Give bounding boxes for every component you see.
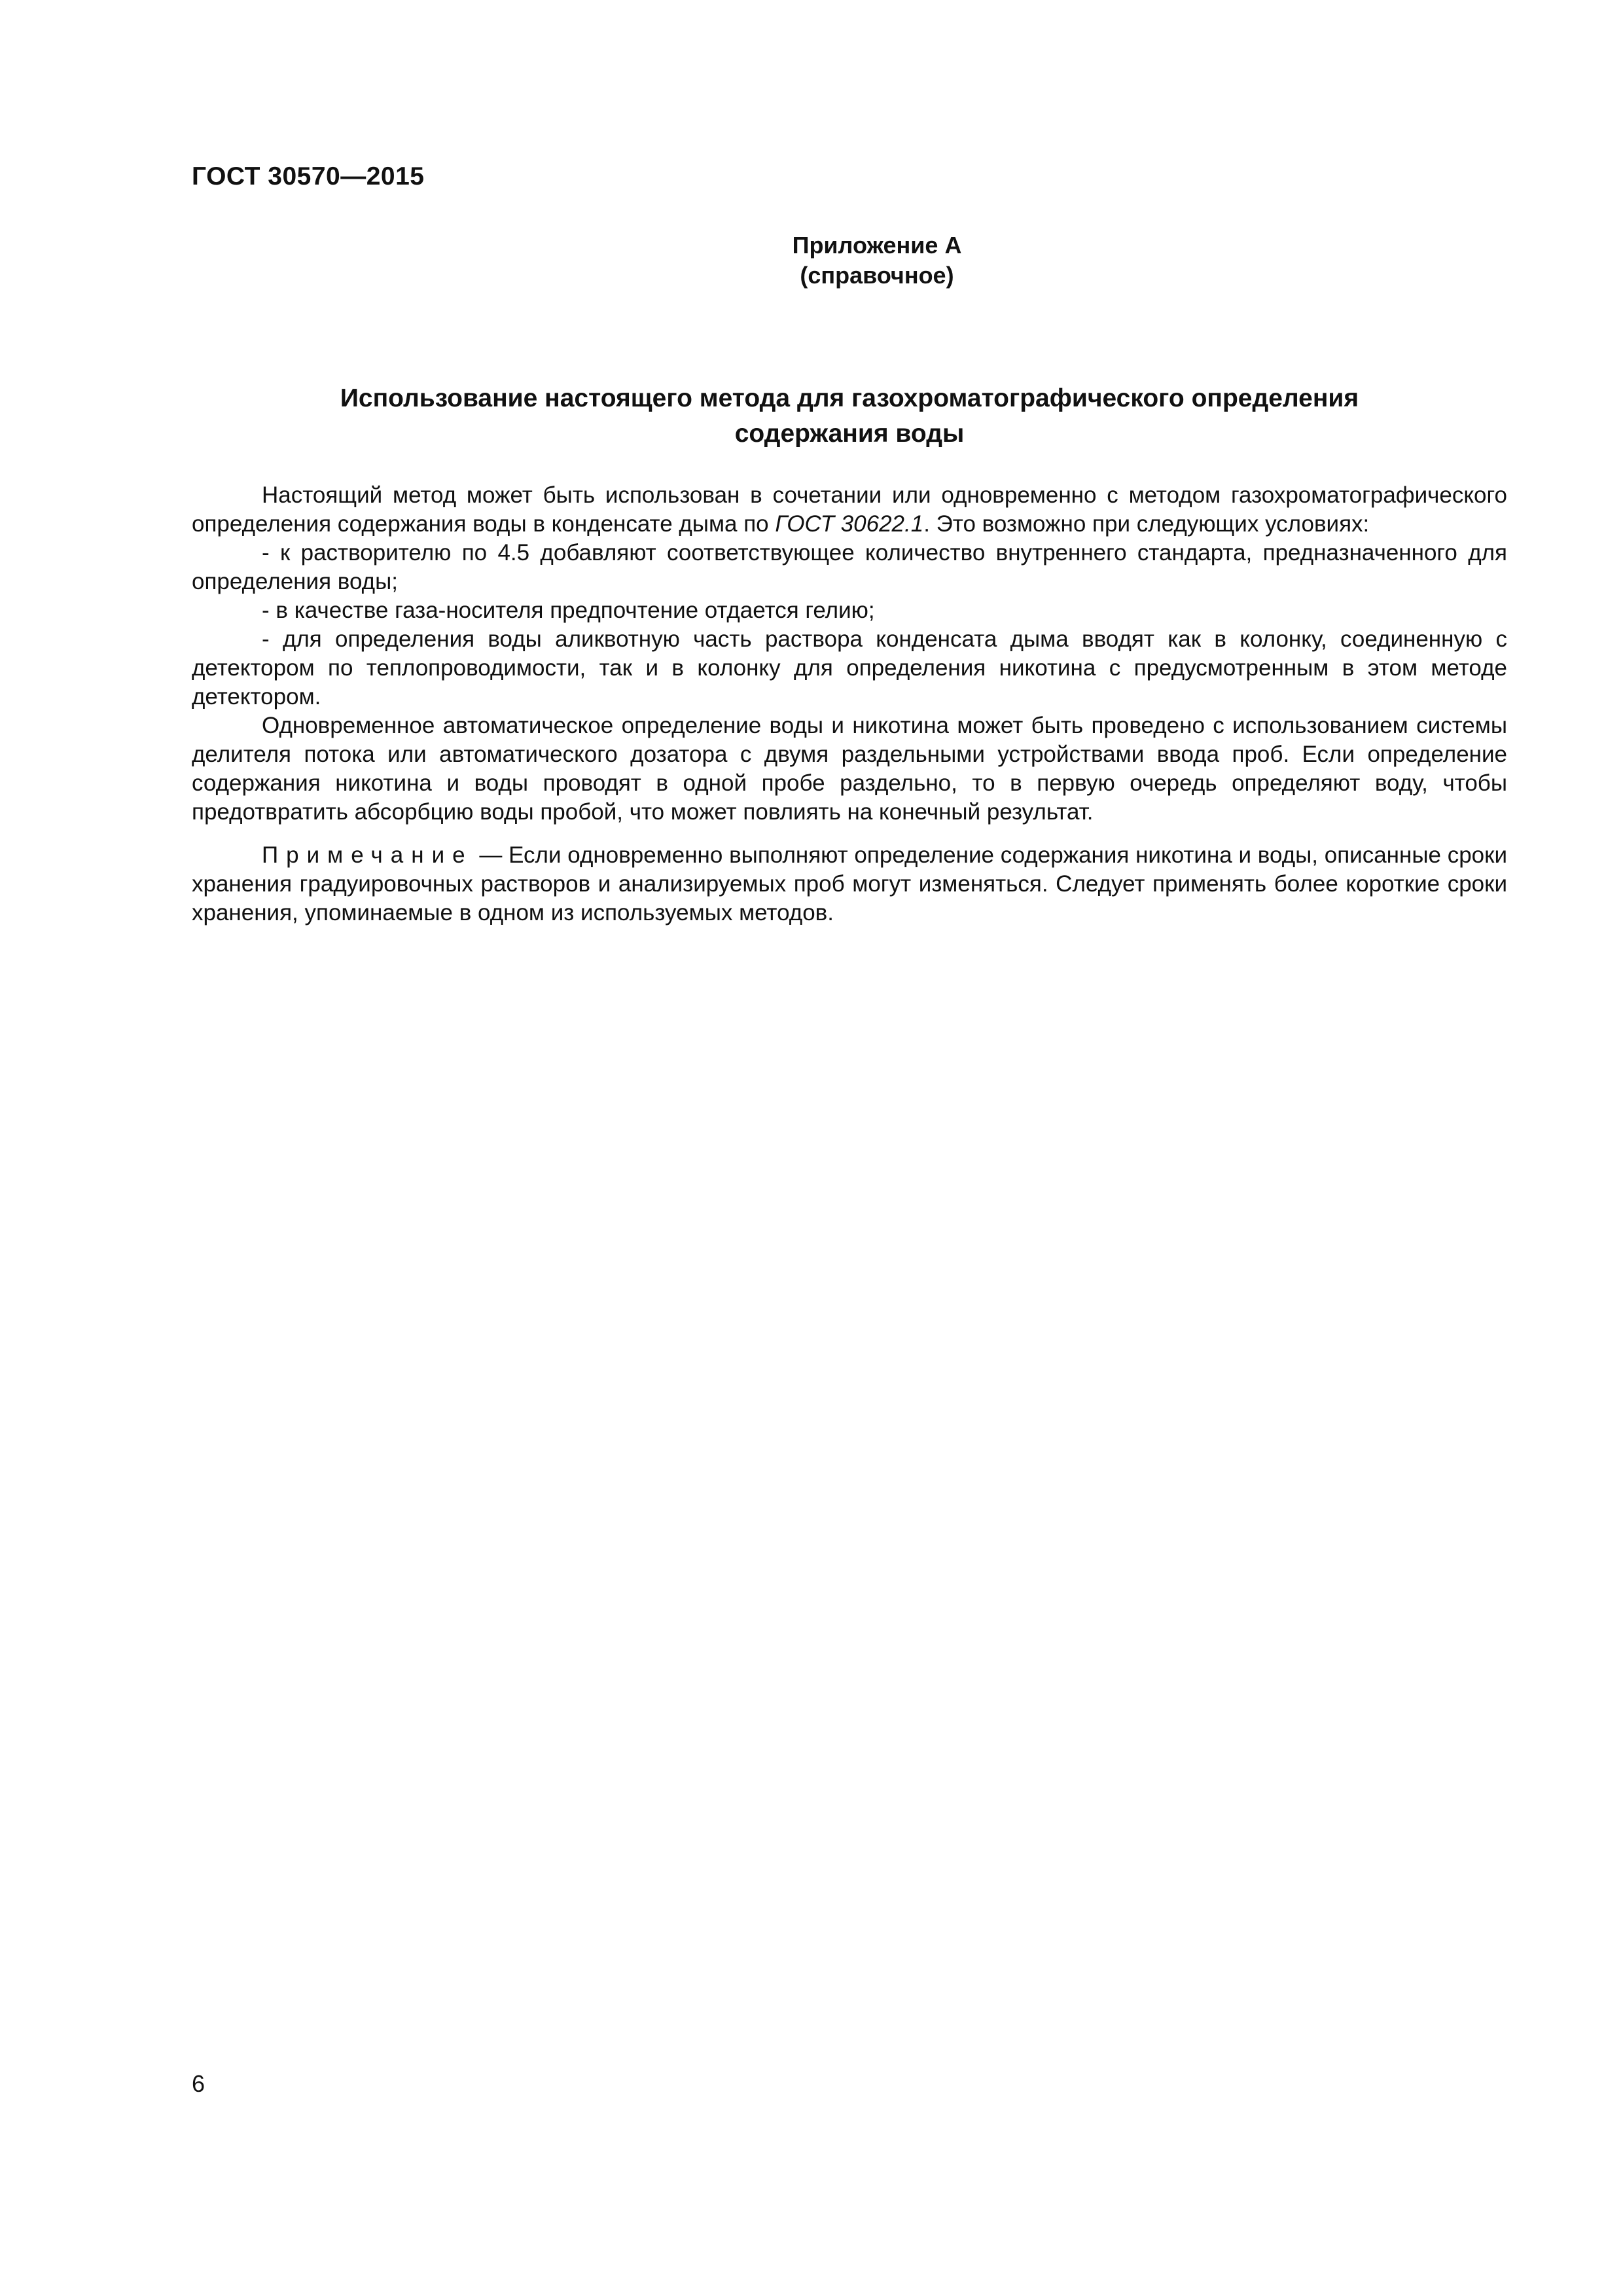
title-line-1: Использование настоящего метода для газохроматографического определения	[340, 384, 1359, 412]
appendix-label: Приложение А	[792, 232, 962, 259]
appendix-type: (справочное)	[800, 262, 954, 289]
intro-paragraph	[192, 481, 1507, 539]
condition-item-2: - в качестве газа-носителя предпочтение отдается гелию;	[262, 598, 875, 623]
intro-text: Настоящий метод может быть использован в сочетании или одновременно с методом газохроматографического определения содержания воды в конденсате дыма по	[192, 482, 1507, 537]
appendix-title	[192, 381, 1507, 452]
note-text: — Если одновременно выполняют определение содержания никотина и воды, описанные сроки хранения градуировочных растворов и анализируемых проб могут изменяться. Следует применять более короткие сроки хранения, упоминаемые в одном из используемых методов.	[192, 842, 1507, 925]
appendix-heading	[713, 230, 1041, 291]
intro-text-end: . Это возможно при следующих условиях:	[923, 511, 1370, 537]
note-label: Примечание	[262, 842, 473, 868]
page-number: 6	[192, 2070, 205, 2097]
appendix-body	[192, 481, 1507, 927]
note-paragraph	[192, 841, 1507, 927]
condition-item-1: - к растворителю по 4.5 добавляют соответствующее количество внутреннего стандарта, предназначенного для определения воды;	[192, 540, 1507, 594]
title-line-2: содержания воды	[734, 420, 965, 448]
condition-item-3: - для определения воды аликвотную часть раствора конденсата дыма вводят как в колонку, соединенную с детектором по теплопроводимости, так и в колонку для определения никотина с предусмотренным в этом методе детектором.	[192, 626, 1507, 709]
simultaneous-determination-paragraph: Одновременное автоматическое определение воды и никотина может быть проведено с использованием системы делителя потока или автоматического дозатора с двумя раздельными устройствами ввода проб. Если определение содержания никотина и воды проводят в одной пробе раздельно, то в первую очередь определяют воду, чтобы предотвратить абсорбцию воды пробой, что может повлиять на конечный результат.	[192, 713, 1507, 825]
document-code: ГОСТ 30570—2015	[192, 162, 425, 190]
standard-reference: ГОСТ 30622.1	[775, 511, 924, 537]
